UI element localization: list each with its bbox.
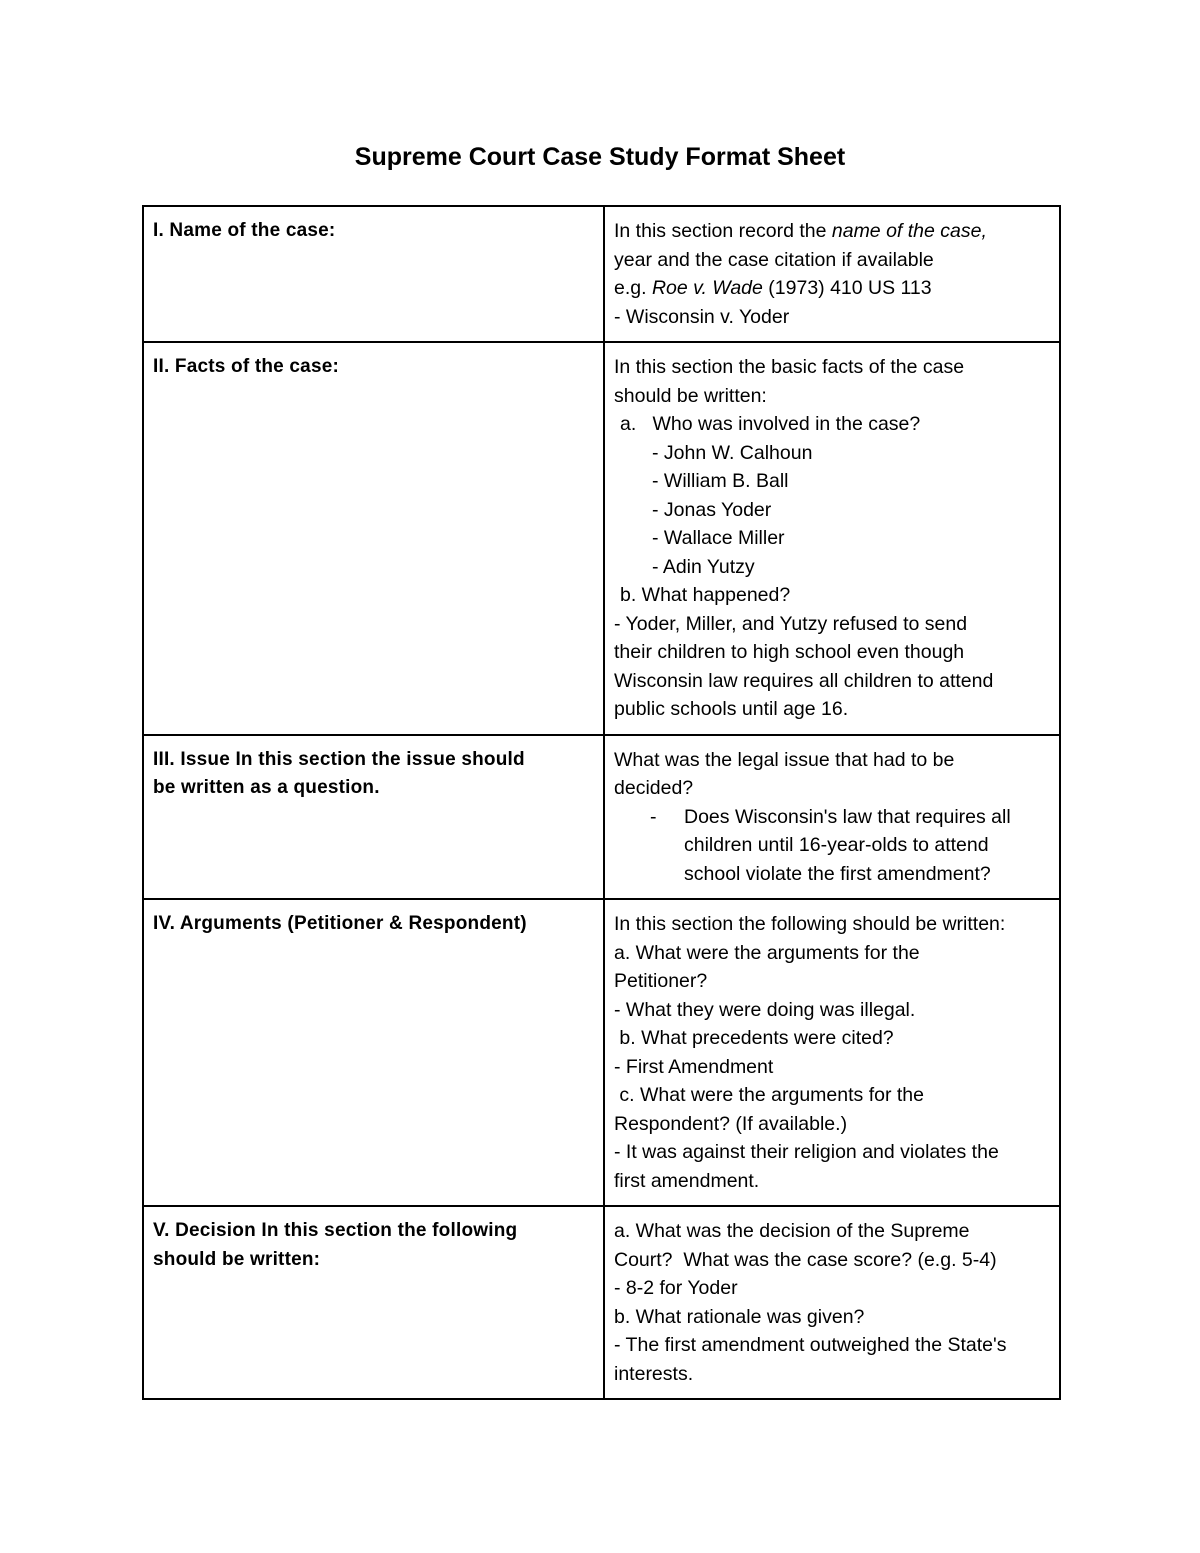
content-line: What was the legal issue that had to be: [614, 748, 955, 771]
list-item-text: Does Wisconsin's law that requires all children until 16-year-olds to attend school violate the first amendment?: [684, 805, 1011, 885]
row-content-decision: [604, 1206, 1060, 1399]
content-line: b. What precedents were cited?: [614, 1027, 894, 1049]
content-line: - The first amendment outweighed the State's: [614, 1334, 1007, 1356]
row-label-arguments: [143, 899, 604, 1206]
label-text: III. Issue In this section the issue should: [153, 748, 525, 770]
label-text: IV. Arguments (Petitioner & Respondent): [153, 913, 527, 934]
label-text: should be written:: [153, 1248, 321, 1270]
content-line: - First Amendment: [614, 1055, 774, 1078]
content-line: a. Who was involved in the case?: [620, 413, 921, 435]
label-text: V. Decision In this section the following: [153, 1220, 518, 1241]
content-line: In this section the basic facts of the case: [614, 356, 965, 378]
content-line: In this section record the name of the case,: [614, 220, 987, 242]
label-text: I. Name of the case:: [153, 220, 336, 241]
row-content-issue: [604, 735, 1060, 900]
content-line: interests.: [614, 1362, 694, 1385]
content-line: decided?: [614, 777, 694, 799]
list-item: - William B. Ball: [652, 470, 789, 492]
content-line: - It was against their religion and violates the: [614, 1141, 999, 1163]
row-label-name-of-case: [143, 206, 604, 342]
table-row-issue: [143, 735, 1060, 900]
table-row-name-of-case: [143, 206, 1060, 342]
content-line: b. What rationale was given?: [614, 1305, 865, 1328]
content-line: a. What was the decision of the Supreme: [614, 1220, 970, 1242]
list-item: - Jonas Yoder: [652, 498, 772, 521]
label-text: II. Facts of the case:: [153, 356, 340, 377]
row-label-decision: [143, 1206, 604, 1399]
content-line: - 8-2 for Yoder: [614, 1277, 738, 1299]
content-line: Court? What was the case score? (e.g. 5-4): [614, 1248, 997, 1271]
content-line: first amendment.: [614, 1169, 760, 1192]
content-line: In this section the following should be written:: [614, 913, 1006, 935]
list-item: - John W. Calhoun: [652, 441, 813, 464]
content-line: c. What were the arguments for the: [614, 1084, 924, 1106]
content-line: - What they were doing was illegal.: [614, 998, 916, 1021]
row-content-facts-of-case: [604, 342, 1060, 735]
content-line: - Yoder, Miller, and Yutzy refused to send: [614, 612, 968, 635]
content-line: Petitioner?: [614, 970, 708, 992]
case-study-table: [142, 205, 1061, 1400]
dash-bullet: -: [650, 805, 657, 828]
content-line: Wisconsin law requires all children to attend: [614, 669, 994, 692]
row-content-arguments: [604, 899, 1060, 1206]
row-label-facts-of-case: [143, 342, 604, 735]
content-line: their children to high school even though: [614, 641, 965, 663]
content-line: - Wisconsin v. Yoder: [614, 305, 790, 328]
list-item: - Adin Yutzy: [652, 555, 755, 578]
content-line: a. What were the arguments for the: [614, 941, 920, 964]
content-line: public schools until age 16.: [614, 698, 849, 720]
content-line: b. What happened?: [620, 584, 791, 606]
content-line: year and the case citation if available: [614, 248, 934, 271]
content-line: e.g. Roe v. Wade (1973) 410 US 113: [614, 277, 932, 299]
label-text: be written as a question.: [153, 777, 380, 798]
row-label-issue: [143, 735, 604, 900]
content-line: should be written:: [614, 384, 767, 407]
page-title: Supreme Court Case Study Format Sheet: [354, 143, 846, 171]
table-row-decision: [143, 1206, 1060, 1399]
content-line: Respondent? (If available.): [614, 1112, 848, 1135]
list-item: [614, 803, 1050, 889]
list-item: - Wallace Miller: [652, 527, 785, 549]
table-row-facts-of-case: [143, 342, 1060, 735]
table-row-arguments: [143, 899, 1060, 1206]
row-content-name-of-case: [604, 206, 1060, 342]
